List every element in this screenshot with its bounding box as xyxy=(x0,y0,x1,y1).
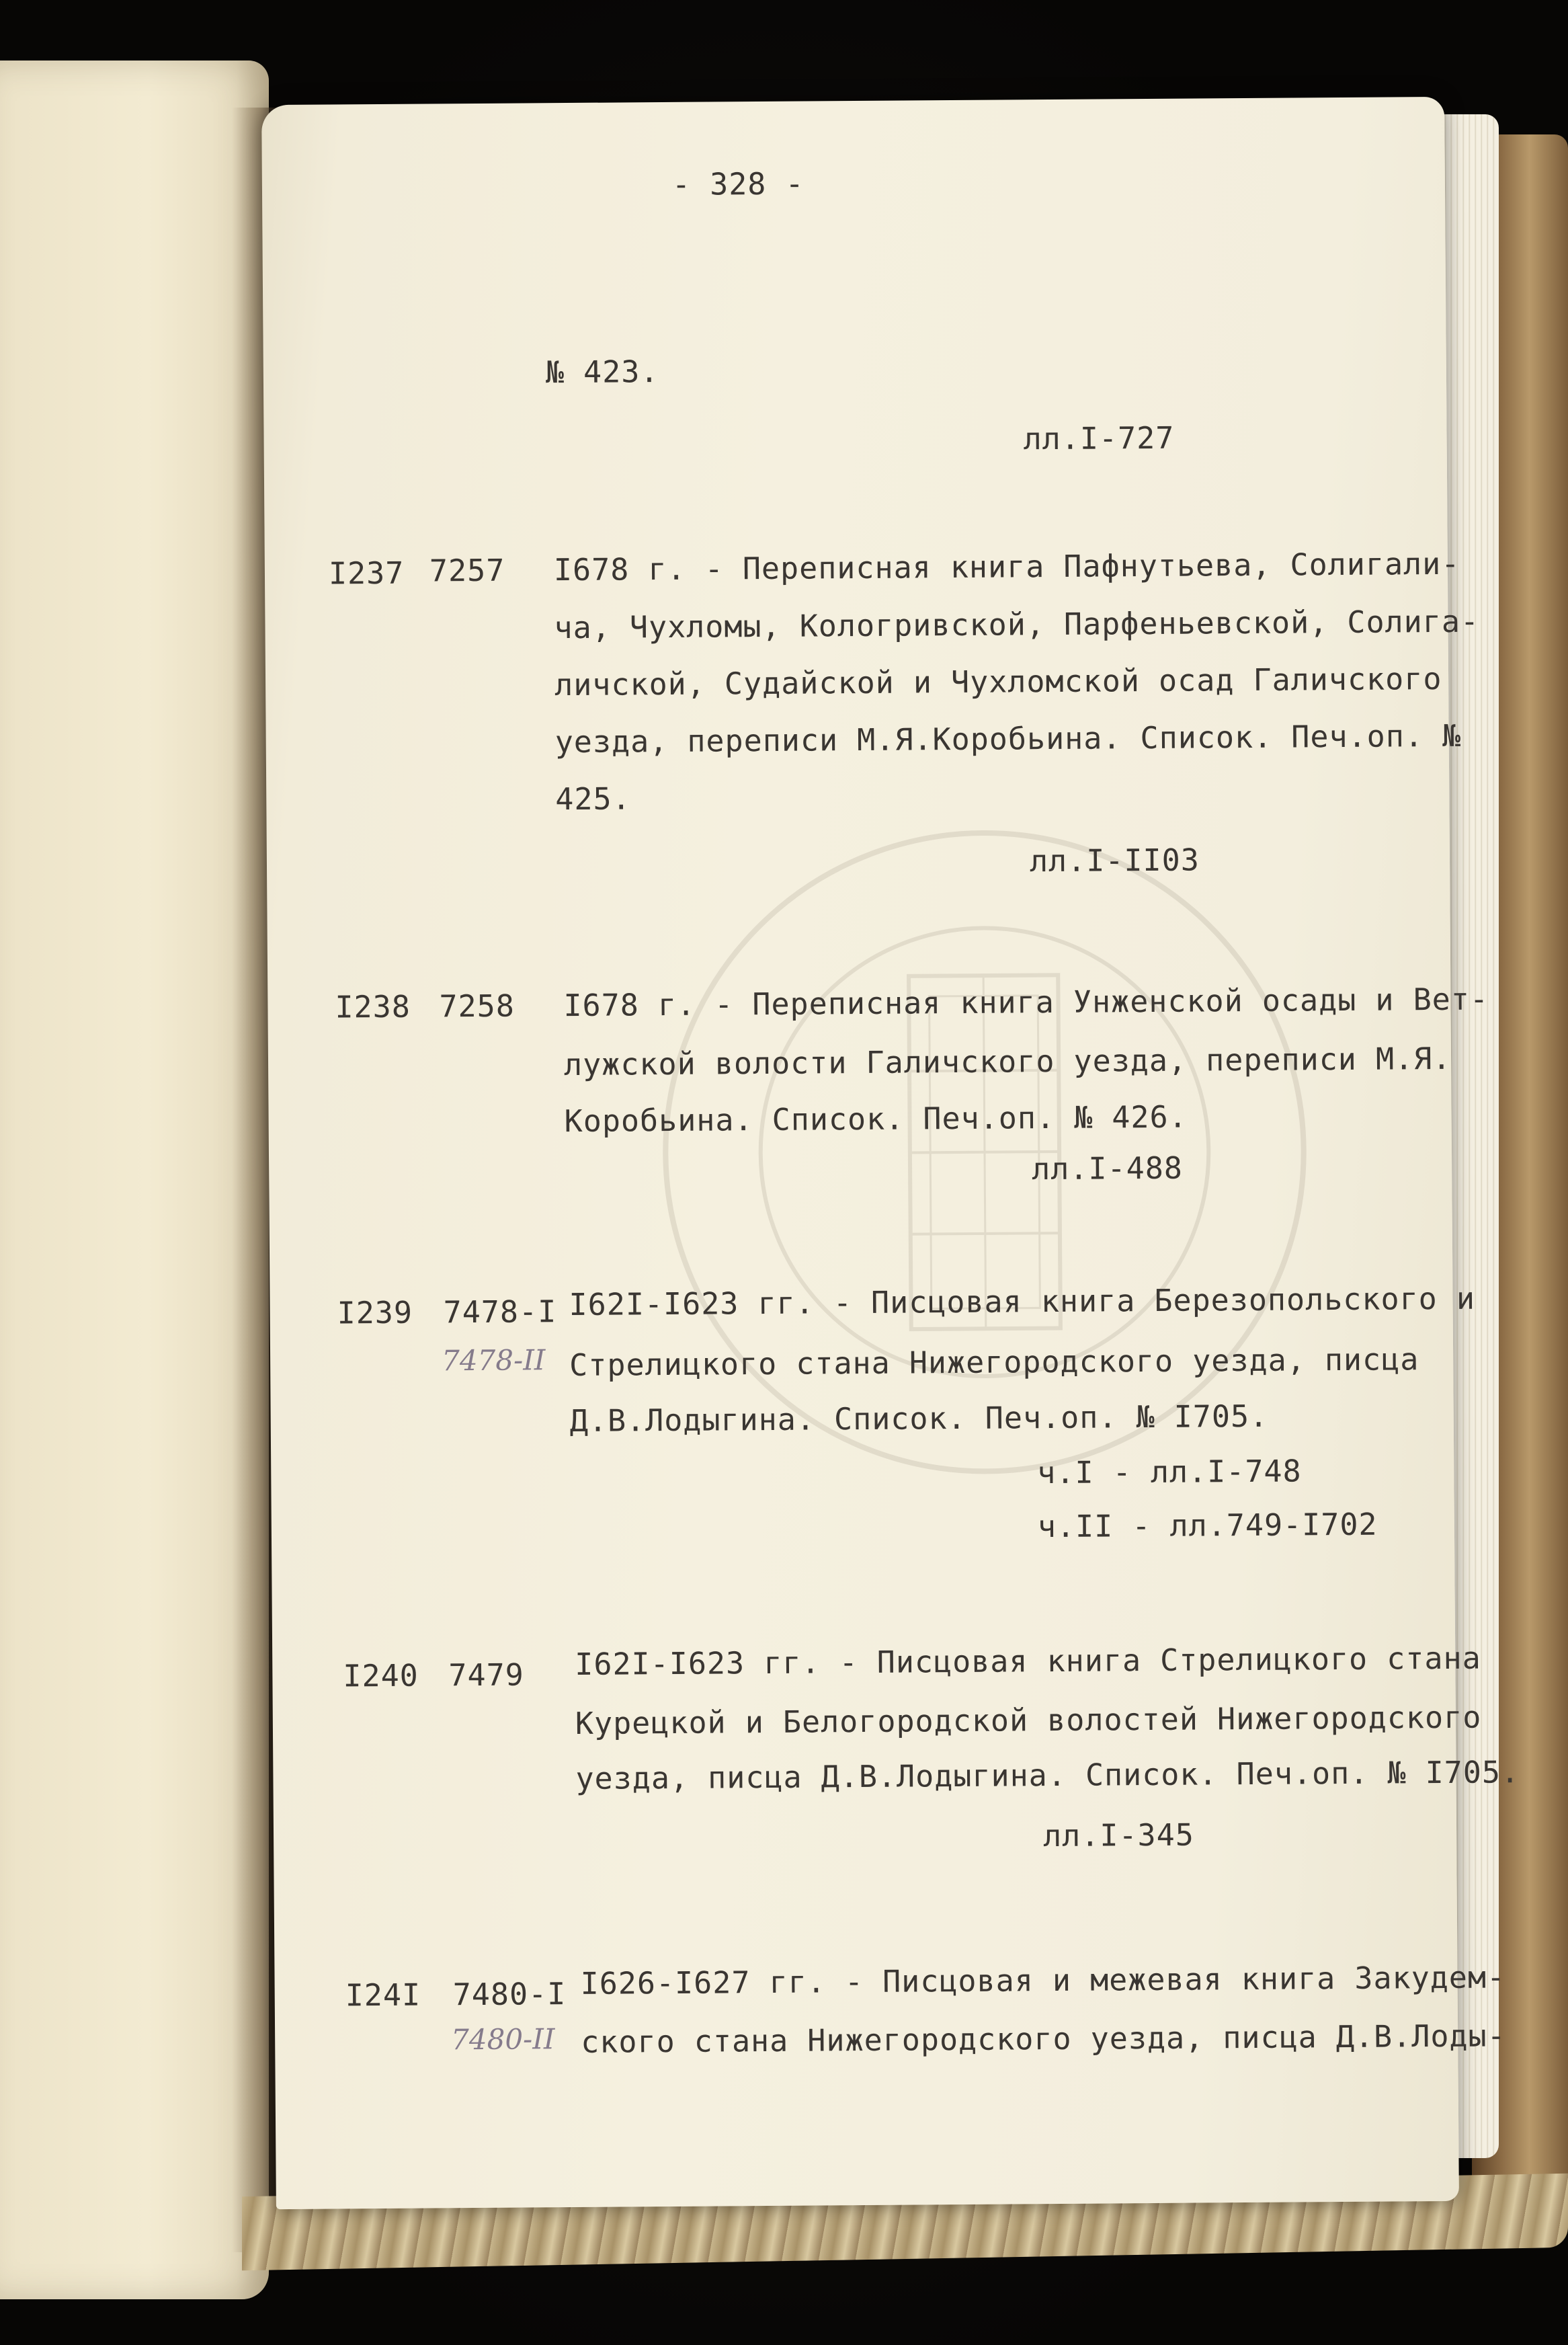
entry-text-line: личской, Судайской и Чухломской осад Галичского xyxy=(554,660,1442,703)
handwritten-code: 7478-II xyxy=(441,1343,546,1378)
entry-text-line: лужской волости Галичского уезда, переписи М.Я. xyxy=(563,1040,1452,1083)
entry-sheets: ч.I - лл.I-748 xyxy=(1037,1453,1302,1491)
entry-text-line: Курецкой и Белогородской волостей Нижегородского xyxy=(575,1699,1482,1741)
entry-sheets: лл.I-488 xyxy=(1031,1150,1184,1187)
entry-sheets: ч.II - лл.749-I702 xyxy=(1037,1506,1378,1545)
section-number: № 423. xyxy=(545,354,659,391)
entry-sheets: лл.I-II03 xyxy=(1029,842,1200,879)
entry-text-line: I678 г. - Переписная книга Унженской осады и Вет- xyxy=(563,981,1489,1024)
entry-number: I239 xyxy=(337,1294,413,1331)
left-page xyxy=(0,61,269,2299)
entry-text-line: Стрелицкого стана Нижегородского уезда, писца xyxy=(569,1341,1419,1384)
entry-text-line: уезда, переписи М.Я.Коробьина. Список. Печ.оп. № xyxy=(554,717,1462,760)
entry-text-line: I678 г. - Переписная книга Пафнутьева, Солигали- xyxy=(553,545,1460,588)
entry-number: I237 xyxy=(328,555,405,592)
entry-text-line: ского стана Нижегородского уезда, писца Д.В.Лоды- xyxy=(581,2018,1506,2060)
entry-text-line: Коробьина. Список. Печ.оп. № 426. xyxy=(564,1099,1188,1140)
entry-number: I238 xyxy=(335,988,411,1025)
entry-code: 7479 xyxy=(448,1657,524,1694)
entry-code: 7478-I xyxy=(443,1294,557,1330)
document-page xyxy=(261,97,1520,2209)
entry-text-line: I62I-I623 гг. - Писцовая книга Березопольского и xyxy=(569,1280,1476,1323)
entry-number: I240 xyxy=(343,1657,419,1694)
entry-text-line: ча, Чухломы, Кологривской, Парфеньевской, Солига- xyxy=(554,603,1480,646)
entry-sheets: лл.I-345 xyxy=(1042,1817,1195,1854)
entry-text-line: уезда, писца Д.В.Лодыгина. Список. Печ.оп. № I705. xyxy=(575,1754,1520,1796)
handwritten-code: 7480-II xyxy=(451,2022,555,2057)
entry-code: 7480-I xyxy=(452,1976,567,2013)
entry-text-line: I626-I627 гг. - Писцовая и межевая книга Закудем- xyxy=(580,1959,1506,2001)
page-number: - 328 - xyxy=(671,165,804,202)
entry-text-line: I62I-I623 гг. - Писцовая книга Стрелицкого стана xyxy=(575,1640,1481,1682)
entry-code: 7258 xyxy=(439,988,515,1025)
archive-stamp-icon xyxy=(643,810,1326,1494)
entry-text-line: 425. xyxy=(555,781,631,818)
entry-code: 7257 xyxy=(429,552,505,589)
entry-text-line: Д.В.Лодыгина. Список. Печ.оп. № I705. xyxy=(569,1398,1269,1439)
entry-number: I24I xyxy=(345,1977,421,2014)
section-sheets: лл.I-727 xyxy=(1023,420,1175,457)
